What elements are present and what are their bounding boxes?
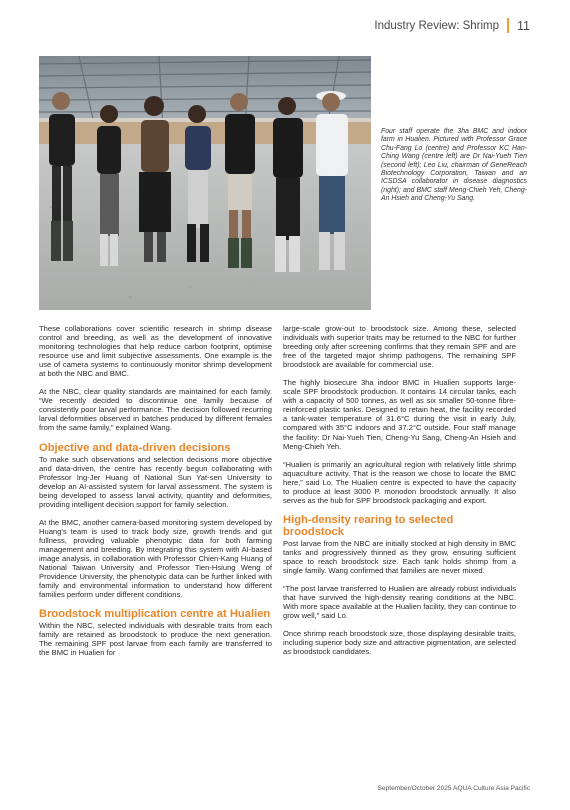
section-title: Industry Review: Shrimp xyxy=(374,19,500,32)
section-heading: High-density rearing to selected broodstock xyxy=(283,513,454,538)
paragraph: Once shrimp reach broodstock size, those displaying desirable traits, including superior body size and attractive pigmentation, are selected as broodstock candidates. xyxy=(283,629,516,657)
paragraph: Within the NBC, selected individuals with desirable traits from each family are retained as broodstock to produce the next generation. The remaining SPF post larvae from each family are transferred to the BMC in Hualien for xyxy=(39,621,272,658)
paragraph: “Hualien is primarily an agricultural region with relatively little shrimp aquaculture activity. That is the reason we chose to locate the BMC here,” said Lo. The Hualien centre is expected to have the capacity to produce at least 3000 P. monodon broodstock annually. It also serves as the hub for SPF broodstock packaging and export. xyxy=(283,459,516,505)
paragraph: At the BMC, another camera-based monitoring system developed by Huang's team is used to track body size, growth trends and gut fullness, providing valuable phenotypic data for both farming management and breeding. By integrating this system with AI-based image analysis, in collaboration with Professor Chien-Kang Huang of National Taiwan University and Professor Tien-Hsiung Weng of Providence University, the phenotypic data can be further linked with family and environmental information to understand how different families perform under different conditions. xyxy=(39,517,272,600)
page-number: 11 xyxy=(517,18,530,33)
paragraph: large-scale grow-out to broodstock size. Among these, selected individuals with superior traits may be returned to the NBC for further breeding only after screening confirms that they remain SPF and are free of the targeted major shrimp pathogens. The remaining SPF broodstock are available for commercial use. xyxy=(283,324,516,370)
paragraph: “The post larvae transferred to Hualien are already robust individuals that have survived the high-density rearing conditions at the NBC. With more space available at the Hualien facility, they can continue to grow well,” said Lo. xyxy=(283,584,516,621)
section-heading: Broodstock multiplication centre at Hualien xyxy=(39,608,271,621)
photo-caption: Four staff operate the 3ha BMC and indoor farm in Hualien. Pictured with Professor Grace Chu-Fang Lo (centre) and Professor KC Han-Ching Wang (centre left) are Dr Nai-Yueh Tien (second left); Leo Liu, chairman of GeneReach Biotechnology Corporation, Taiwan and an ICSDSA collaborator in disease diagnostics (right); and BMC staff Meng-Chieh Yeh, Cheng-An Hsieh and Cheng-Yu Sang. xyxy=(381,128,527,203)
header-divider xyxy=(507,18,509,33)
running-header xyxy=(374,18,530,33)
page-footer: September/October 2025 AQUA Culture Asia Pacific xyxy=(377,785,530,792)
paragraph: To make such observations and selection decisions more objective and data-driven, the centre has recently begun collaborating with Professor Ing-Jer Huang of National Sun Yat-sen University to develop an AI-assisted system for larval assessment. The system is being developed to assess larval activity, quantity and deformities, providing intelligent decision support for family selection. xyxy=(39,454,272,509)
paragraph: At the NBC, clear quality standards are maintained for each family. “We recently decided to discontinue one family because of consistently poor larval performance. The decision followed recurring larval deformities observed in batches produced by different females from the same family,” explained Wang. xyxy=(39,387,272,433)
paragraph: The highly biosecure 3ha indoor BMC in Hualien supports large-scale SPF broodstock production. It contains 14 circular tanks, each with a capacity of 500 tonnes, as well as six smaller 50-tonne fibre-reinforced plastic tanks. Designed to retain heat, the facility recorded a tank-water temperature of 31.6°C during the visit in early July, compared with 35°C indoors and 37.2°C outside. Four staff manage the facility: Dr Nai-Yueh Tien, Cheng-Yu Sang, Cheng-An Hsieh and Meng-Chieh Yeh. xyxy=(283,378,516,451)
left-column xyxy=(39,324,272,666)
section-heading: Objective and data-driven decisions xyxy=(39,441,231,454)
group-photo-illustration xyxy=(39,56,371,310)
paragraph: These collaborations cover scientific research in shrimp disease control and breeding, as well as the development of innovative monitoring technologies that help reduce carbon footprint, optimise resource use and limit subjective assessments. One example is the use of camera systems to continuously monitor shrimp development at both the NBC and BMC. xyxy=(39,324,272,379)
group-photo xyxy=(39,56,371,310)
paragraph: Post larvae from the NBC are initially stocked at high density in BMC tanks and progressively thinned as they grow, ensuring sufficient space to reach broodstock size. Each tank holds shrimp from a single family. Wang confirmed that families are never mixed. xyxy=(283,538,516,575)
right-column xyxy=(283,324,516,665)
